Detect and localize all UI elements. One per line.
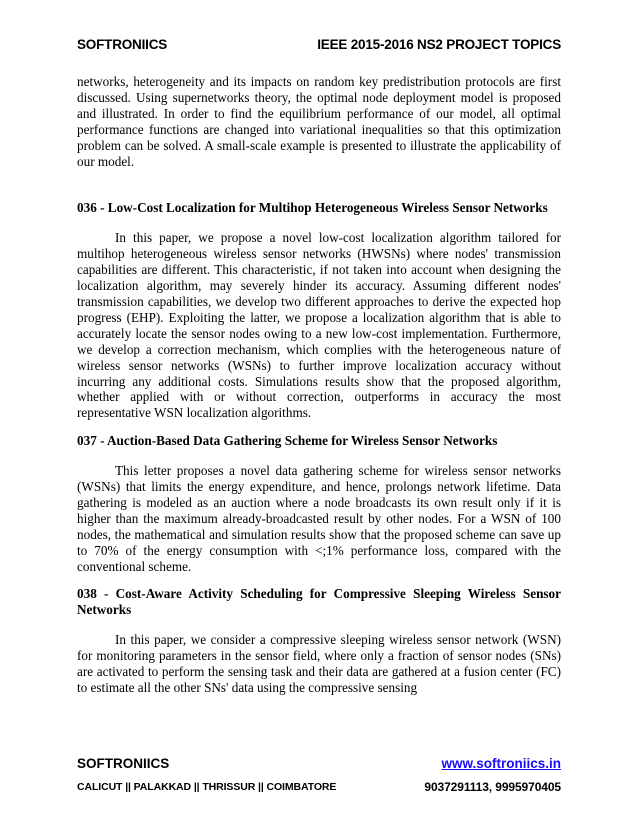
intro-paragraph: networks, heterogeneity and its impacts on random key predistribution protocols are first discussed. Using supernetworks theory, the optimal node deployment model is proposed and illustrated. In order to find the equilibrium performance of our model, all optimal performance functions are changed into variational inequalities so that this optimization problem can be solved. A small-scale example is presented to illustrate the applicability of our model. bbox=[77, 74, 561, 169]
page-footer-top bbox=[77, 756, 561, 776]
section-abstract-038: In this paper, we consider a compressive sleeping wireless sensor network (WSN) for monitoring parameters in the sensor field, where only a fraction of sensor nodes (SNs) are activated to perform the sensing task and their data are gathered at a fusion center (FC) to estimate all the other SNs' data using the compressive sensing bbox=[77, 632, 561, 695]
section-abstract-037: This letter proposes a novel data gathering scheme for wireless sensor networks (WSNs) that limits the energy expenditure, and hence, prolongs network lifetime. Data gathering is modeled as an auction where a node broadcasts its own result only if it is higher than the maximum already-broadcasted result by other nodes. For a WSN of 100 nodes, the mathematical and simulation results show that the proposed scheme can save up to 70% of the energy consumption with <;1% performance loss, compared with the conventional scheme. bbox=[77, 463, 561, 574]
section-title-036: 036 - Low-Cost Localization for Multihop Heterogeneous Wireless Sensor Networks bbox=[77, 200, 548, 216]
page-footer-bottom bbox=[77, 781, 561, 799]
section-title-037: 037 - Auction-Based Data Gathering Scheme for Wireless Sensor Networks bbox=[77, 433, 498, 449]
page-header bbox=[77, 37, 561, 57]
footer-locations: CALICUT || PALAKKAD || THRISSUR || COIMBATORE bbox=[77, 781, 337, 793]
footer-website-link[interactable]: www.softroniics.in bbox=[441, 756, 561, 771]
section-title-038: 038 - Cost-Aware Activity Scheduling for Compressive Sleeping Wireless Sensor Networks bbox=[77, 586, 561, 618]
document-body bbox=[77, 74, 561, 696]
section-abstract-036: In this paper, we propose a novel low-cost localization algorithm tailored for multihop heterogeneous wireless sensor networks (HWSNs) where nodes' transmission capabilities are different. This characteristic, if not taken into account when designing the localization algorithm, may severely hinder its accuracy. Assuming different nodes' transmission capabilities, we develop two different approaches to derive the expected hop progress (EHP). Exploiting the latter, we propose a localization algorithm that is able to accurately locate the sensor nodes owing to a new low-cost implementation. Furthermore, we develop a correction mechanism, which complies with the heterogeneous nature of wireless sensor networks (WSNs) to further improve localization accuracy without incurring any additional costs. Simulations results show that the proposed algorithm, whether applied with or without correction, outperforms in accuracy the most representative WSN localization algorithms. bbox=[77, 230, 561, 421]
footer-phone-numbers: 9037291113, 9995970405 bbox=[424, 780, 561, 794]
header-company-name: SOFTRONIICS bbox=[77, 37, 168, 52]
header-topic-title: IEEE 2015-2016 NS2 PROJECT TOPICS bbox=[317, 37, 561, 52]
footer-company-name: SOFTRONIICS bbox=[77, 756, 170, 771]
